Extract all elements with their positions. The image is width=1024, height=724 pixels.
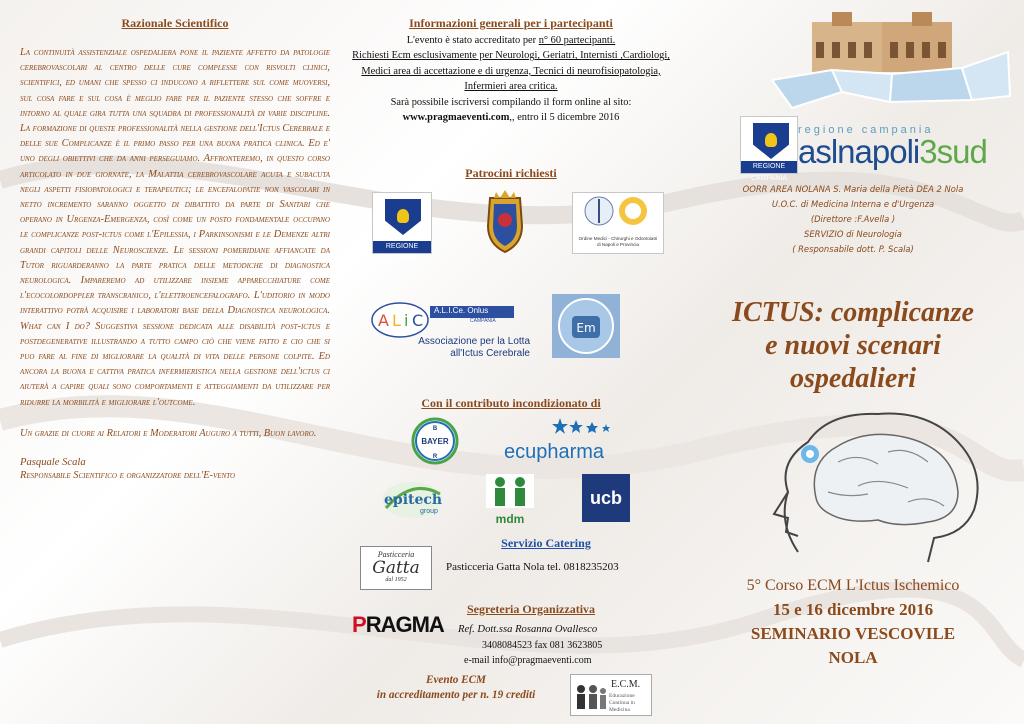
middle-column: [346, 0, 676, 724]
info-section: [346, 16, 676, 125]
info-line1: L'evento è stato accreditato per: [406, 35, 537, 46]
organization-block: [688, 182, 1018, 257]
ordine-medici-label: Ordine Medici - Chirurghi e Odontoiatri di Napoli e Provincia: [578, 236, 658, 247]
info-participants: n° 60 partecipanti.: [538, 35, 616, 46]
right-column: [688, 0, 1018, 724]
epitech-label: epitech: [384, 492, 443, 508]
ecm-logo: E.C.M. Educazione Continua in Medicina: [570, 674, 652, 716]
catering-text: Pasticceria Gatta Nola tel. 0818235203: [446, 561, 619, 573]
mdm-label: mdm: [495, 512, 525, 526]
secretariat-email[interactable]: e-mail info@pragmaeventi.com: [464, 655, 592, 666]
asl-regione-shield-icon: [753, 123, 789, 159]
title-line-2: e nuovi scenari: [765, 330, 941, 361]
ecm-credits-text: in accreditamento per n. 19 crediti: [376, 689, 536, 701]
puzzle-building-icon: [772, 12, 1012, 122]
alice-desc-2: all'Ictus Cerebrale: [450, 348, 530, 359]
org-line-3: (Direttore :F.Avella ): [810, 214, 896, 224]
secretariat-phone: 3408084523 fax 081 3623805: [482, 640, 603, 651]
catering-heading: Servizio Catering: [501, 536, 591, 550]
info-deadline: ,, entro il 5 dicembre 2016: [509, 112, 620, 124]
regione-campania-logo: REGIONE CAMPANIA: [372, 192, 432, 254]
alice-name: A.L.I.Ce. Onlus: [430, 306, 514, 318]
info-body: [346, 33, 676, 125]
epitech-group-label: group: [420, 508, 438, 515]
info-heading: Informazioni generali per i partecipanti: [409, 16, 613, 30]
svg-text:i: i: [404, 311, 409, 330]
svg-text:Em: Em: [576, 321, 596, 335]
asl-logo-text: [798, 124, 987, 168]
asl-region: regione campania: [798, 124, 934, 136]
course-venue: SEMINARIO VESCOVILE: [750, 624, 956, 643]
ordine-medici-logo: [572, 192, 664, 254]
brain-head-icon: [758, 402, 988, 566]
alice-desc-1: Associazione per la Lotta: [418, 336, 530, 347]
contributors-heading: Con il contributo incondizionato di: [421, 396, 601, 410]
title-line-3: ospedalieri: [790, 363, 916, 394]
epitech-logo: [380, 478, 444, 522]
event-title: [688, 296, 1018, 395]
info-line3: Sarà possibile iscriversi compilando il form online al sito:: [390, 96, 632, 108]
asl-regione-campania-logo: REGIONE CAMPANIA: [740, 116, 798, 174]
mdm-logo: [486, 474, 534, 526]
info-site-link[interactable]: www.pragmaeventi.com: [402, 112, 510, 124]
ecm-people-icon: [573, 681, 607, 711]
patronage-heading: Patrocini richiesti: [465, 166, 557, 180]
svg-text:BAYER: BAYER: [421, 437, 449, 446]
nola-coat-of-arms-icon: [482, 190, 528, 254]
secretariat-heading: Segreteria Organizzativa: [466, 602, 596, 616]
org-line-1: OORR AREA NOLANA S. Maria della Pietà DEA 2 Nola: [742, 184, 964, 194]
course-dates: 15 e 16 dicembre 2016: [772, 600, 934, 619]
pragma-logo: PRAGMA: [352, 612, 444, 637]
org-line-4: SERVIZIO di Neurologia: [804, 229, 902, 239]
pasticceria-gatta-logo: Pasticceria Gatta dal 1952: [360, 546, 432, 590]
rationale-text: La continuità assistenziale ospedaliera pone il paziente affetto da patologie cerebrovascolari al centro delle cure complesse con risvolti clinici, scientifici, ed umani che spesso ci inducono a riflettere sul come muoversi, sul cosa fare e sul cosa è meglio fare per il paziente stesso che soffre e intorno al quale gira tutta una squadra di professionalità di varie discipline. La formazione di queste professionalità nella gestione dell'Ictus Cerebrale e delle sue Complicanze è il primo passo per una buona pratica clinica. Ed e' uno degli obiettivi che da anni perseguiamo. Affronteremo, in questo corso articolato in due giornate, la Malattia cerebrovascolare acuta e subacuta negli aspetti fisiopatologici e terapeutici; le encefalopatie non vascolari in netto incremento saranno oggetto di dibattito da parte di Sanitari che operano in Urgenza-Emergenza, così come un posto fondamentale occupano le complicanze post-ictus come l'Epilessia, i Parkinsonismi e le Demenze altri grandi capitoli delle Neuroscienze. Le sessioni pomeridiane affiancate da Tutor riguarderanno la parte pratica delle metodiche di diagnostica neurologica. Impareremo ad utilizzare insieme apparecchiature come l'ecocolordoppler transcranico, l'elettroencefalografo. L'uditorio in modo interattivo potrà acquisire i laboratori base della Diagnostica neurologica. What can I do? Suggestiva sessione dedicata alle disabilità post-ictus e postdegenerative illustrando a tutto campo ciò che viene fatto e cio che si puo fare al fine di migliorare la qualità di vita delle persone colpite. Ed ancora la buona e cattiva pratica infermieristica nella gestione dell'ictus ci aiuterà a capire quali sono comportamenti e atteggiamenti da utilizzare per ridurre la morbilità e migliorare l'outcome.: [20, 47, 330, 408]
ecupharma-label: ecupharma: [504, 441, 605, 463]
course-line-1: 5° Corso ECM L'Ictus Ischemico: [746, 577, 960, 594]
svg-text:R: R: [432, 454, 438, 460]
info-line2: Richiesti Ecm esclusivamente per Neurologi, Geriatri, Internisti ,Cardiologi, Medici area di accettazione e di urgenza, Tecnici di neurofisiopatologia, Infermieri area critica.: [352, 50, 670, 93]
asl-name: aslnapoli3sud: [798, 133, 987, 170]
svg-text:L: L: [392, 311, 401, 330]
alice-brain-icon: [370, 300, 430, 340]
mdm-figures-icon: [486, 474, 534, 508]
signature-name: Pasquale Scala: [20, 457, 86, 469]
course-city: NOLA: [828, 648, 878, 667]
org-line-2: U.O.C. di Medicina Interna e d'Urgenza: [771, 199, 935, 209]
secretariat-contact: Ref. Dott.ssa Rosanna Ovallesco: [458, 624, 598, 635]
caduceus-icon: [573, 193, 665, 229]
ecupharma-stars-icon: [500, 416, 620, 436]
left-column: [20, 0, 330, 724]
svg-text:A: A: [378, 311, 389, 330]
svg-text:B: B: [432, 426, 438, 432]
alice-region: CAMPANIA: [470, 318, 496, 324]
rationale-heading: Razionale Scientifico: [121, 16, 229, 30]
simeu-logo-icon: [552, 294, 620, 358]
signature-role: Responsabile Scientifico e organizzatore dell'E-vento: [20, 470, 236, 482]
svg-text:C: C: [412, 311, 424, 330]
org-line-5: ( Responsabile dott. P. Scala): [792, 244, 914, 254]
title-line-1: ICTUS: complicanze: [732, 297, 974, 328]
bayer-logo-icon: [410, 416, 460, 466]
ecupharma-logo: [500, 416, 620, 463]
thanks-text: Un grazie di cuore ai Relatori e Moderatori Auguro a tutti, Buon lavoro.: [20, 427, 317, 439]
ecm-heading: Evento ECM: [426, 674, 486, 686]
course-info: [688, 574, 1018, 670]
regione-campania-shield-icon: [385, 199, 421, 235]
ucb-logo: ucb: [582, 474, 630, 522]
alice-onlus-logo: [370, 300, 528, 362]
